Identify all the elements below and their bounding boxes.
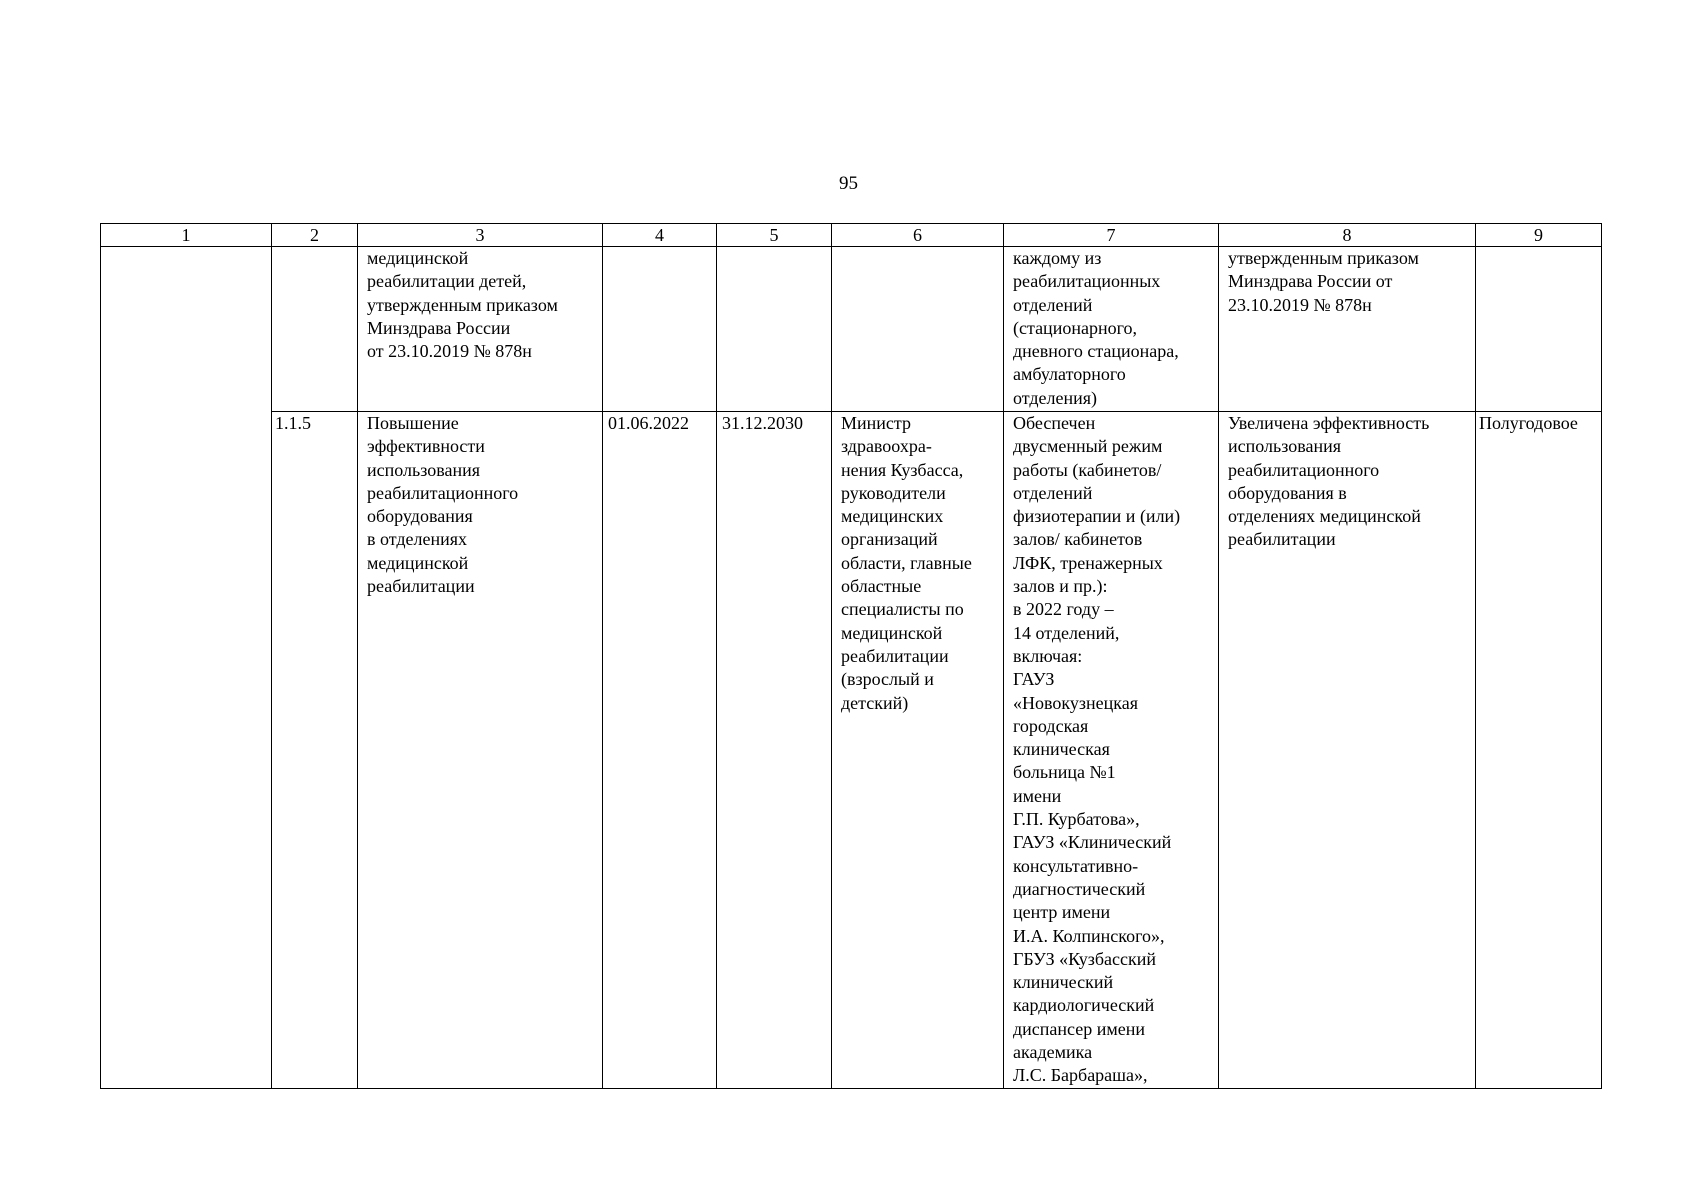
column-number-row [101,224,1602,247]
column-header: 7 [1004,224,1219,247]
result-cell: Обеспечен двусменный режим работы (кабинетов/ отделений физиотерапии и (или) залов/ кабинетов ЛФК, тренажерных залов и пр.): в 2022 году – 14 отделений, включая: ГАУЗ «Новокузнецкая городская клиническая больница №1 имени Г.П. Курбатова», ГАУЗ «Клинический консультативно- диагностический центр имени И.А. Колпинского», ГБУЗ «Кузбасский клинический кардиологический диспансер имени академика Л.С. Барбараша», [1004,412,1219,1089]
column-header: 8 [1219,224,1476,247]
table-row [101,412,1602,1089]
column-header: 1 [101,224,272,247]
table-cell [1476,247,1602,412]
end-date-cell: 31.12.2030 [717,412,832,1089]
column-header: 3 [358,224,603,247]
table-cell: каждому из реабилитационных отделений (стационарного, дневного стационара, амбулаторного отделения) [1004,247,1219,412]
table-cell [717,247,832,412]
column-header: 4 [603,224,717,247]
measure-name-cell: Повышение эффективности использования реабилитационного оборудования в отделениях медицинской реабилитации [358,412,603,1089]
outcome-cell: Увеличена эффективность использования реабилитационного оборудования в отделениях медицинской реабилитации [1219,412,1476,1089]
table-cell [603,247,717,412]
table-cell: медицинской реабилитации детей, утвержденным приказом Минздрава России от 23.10.2019 № 878н [358,247,603,412]
table-cell: утвержденным приказом Минздрава России от 23.10.2019 № 878н [1219,247,1476,412]
plan-table [100,223,1602,1089]
column-header: 2 [272,224,358,247]
responsible-cell: Министр здравоохра- нения Кузбасса, руководители медицинских организаций области, главные областные специалисты по медицинской реабилитации (взрослый и детский) [832,412,1004,1089]
page-number: 95 [839,173,858,194]
column-header: 5 [717,224,832,247]
table-row [101,247,1602,412]
table-cell [832,247,1004,412]
column-header: 9 [1476,224,1602,247]
item-number-cell: 1.1.5 [272,412,358,1089]
table-cell [272,247,358,412]
table-cell [101,247,272,1089]
reporting-period-cell: Полугодовое [1476,412,1602,1089]
start-date-cell: 01.06.2022 [603,412,717,1089]
column-header: 6 [832,224,1004,247]
